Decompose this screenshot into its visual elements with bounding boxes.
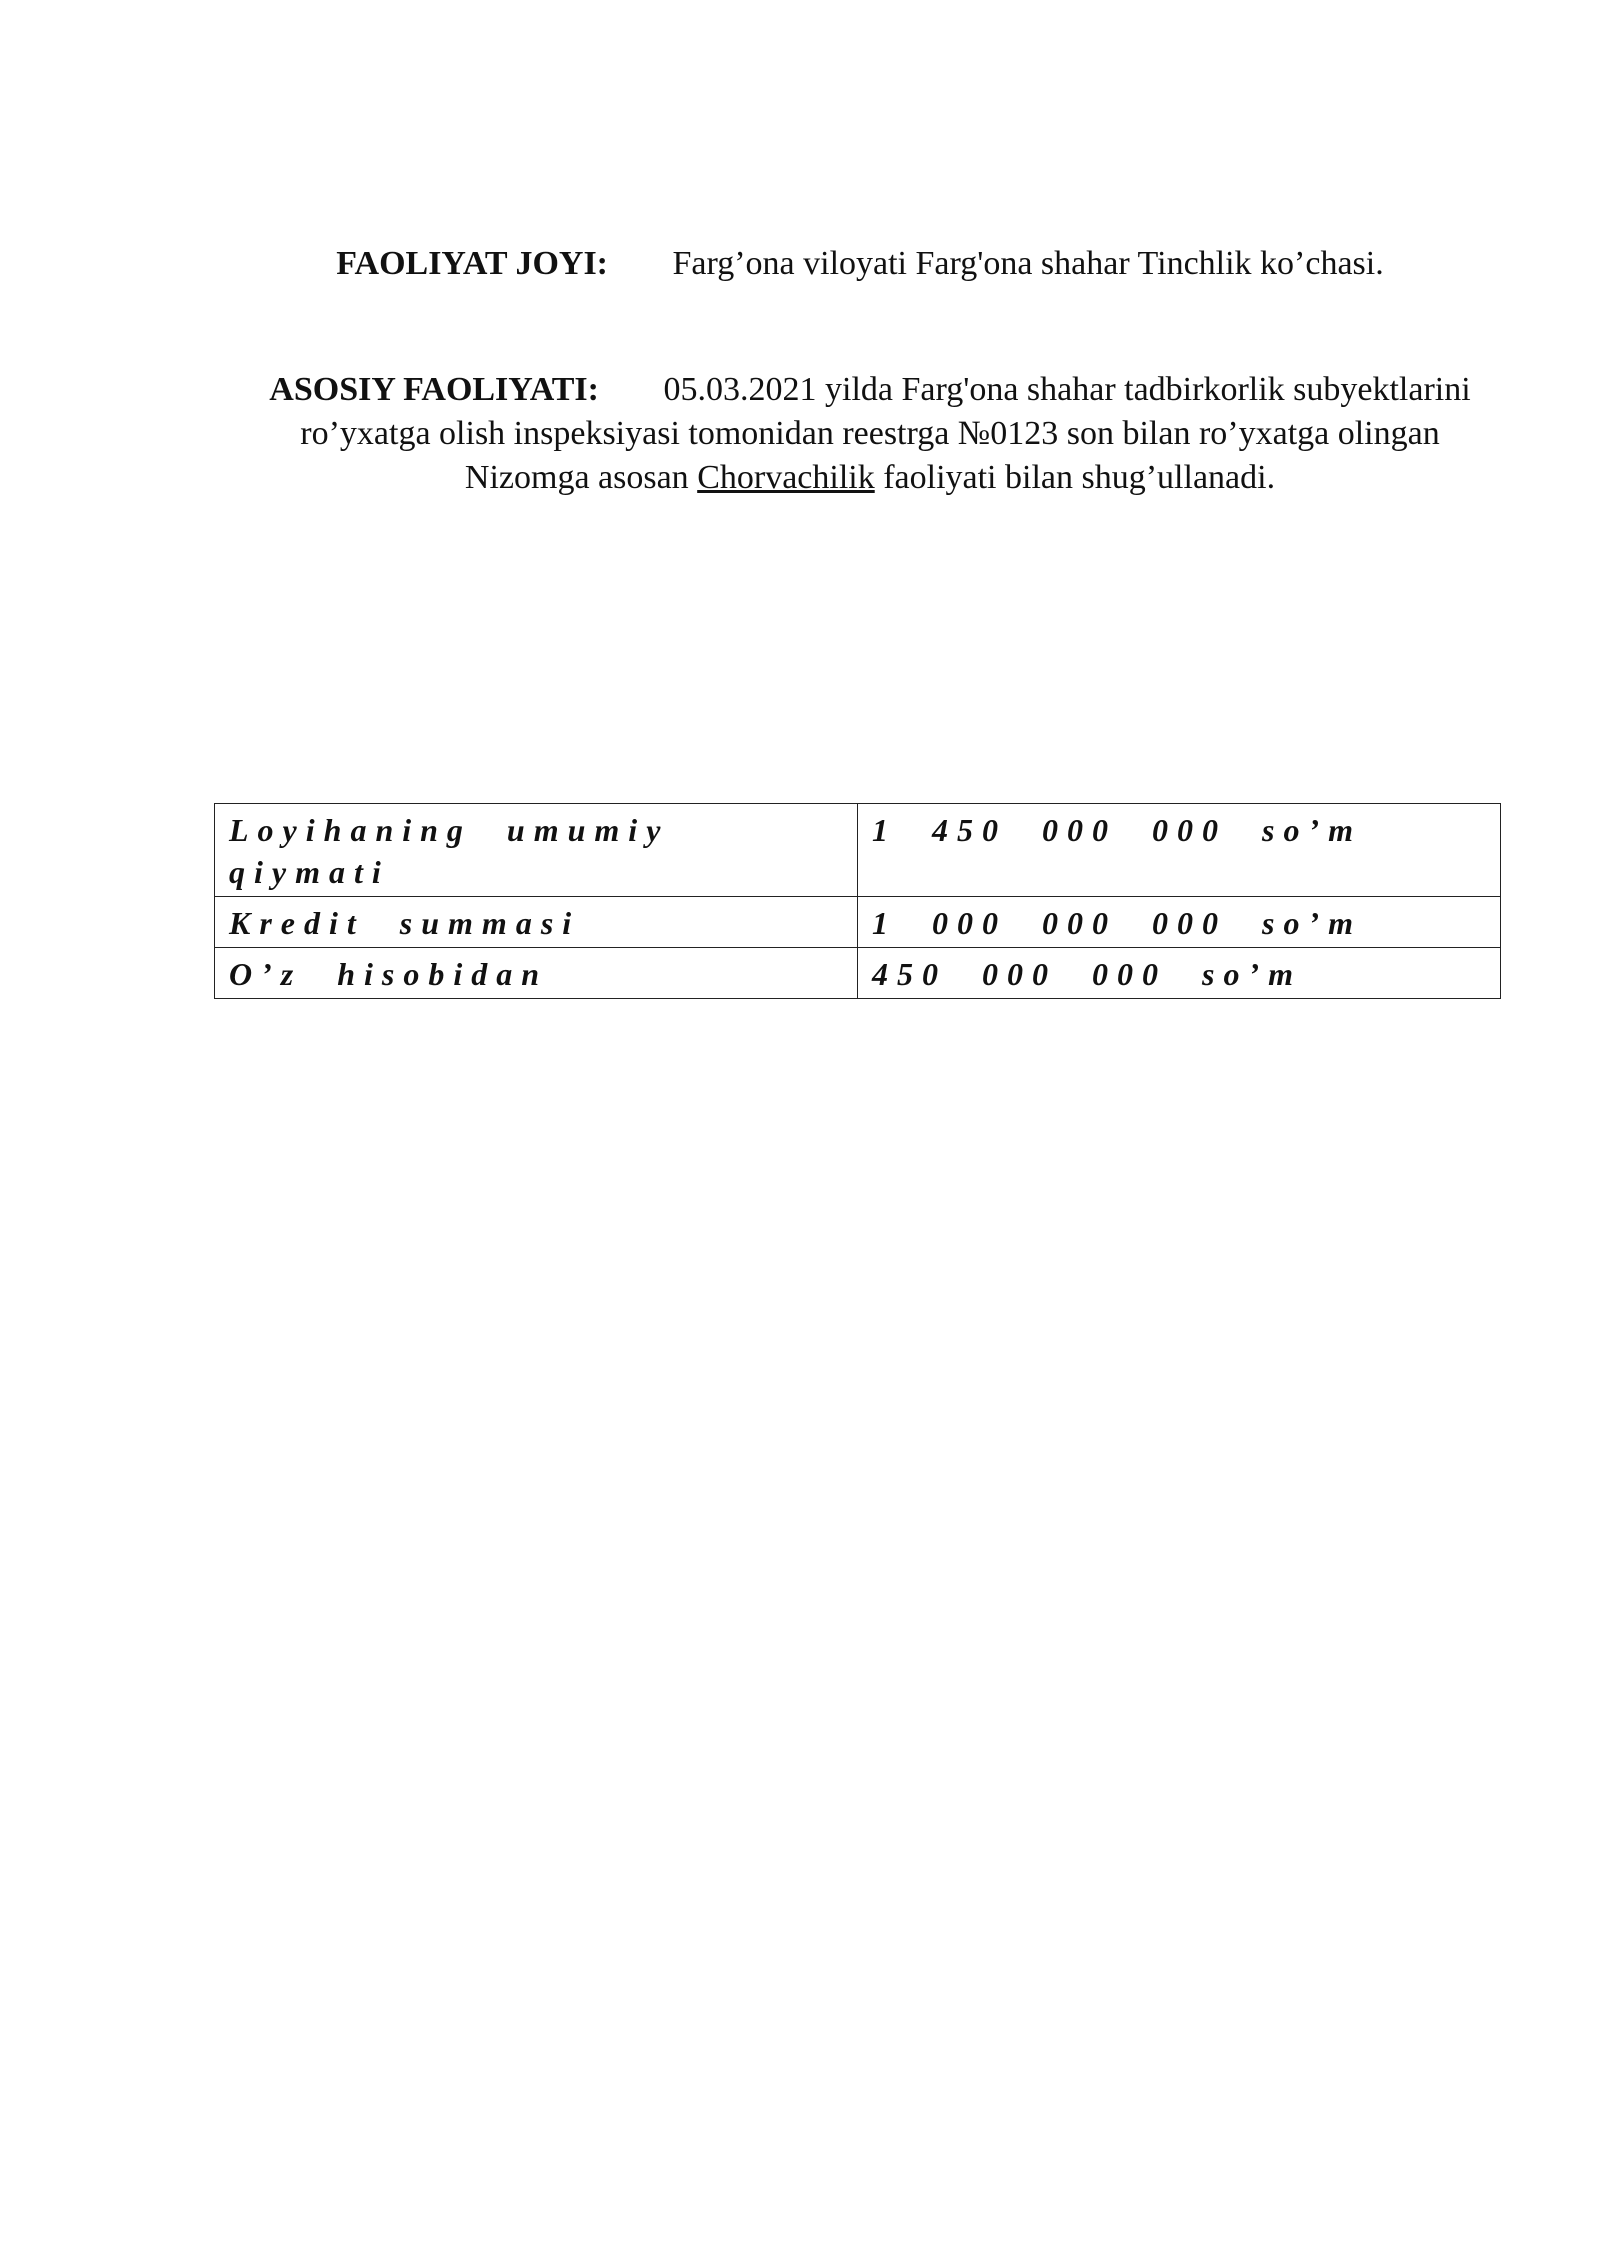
row-value: 1 450 000 000 so’m bbox=[858, 804, 1501, 897]
activity-label: ASOSIY FAOLIYATI: bbox=[269, 371, 599, 408]
activity-paragraph bbox=[240, 368, 1500, 500]
row-value: 1 000 000 000 so’m bbox=[858, 897, 1501, 948]
table-row bbox=[215, 804, 1501, 897]
activity-text-after: faoliyati bilan shug’ullanadi. bbox=[883, 459, 1276, 496]
row-label: Loyihaning umumiy qiymati bbox=[215, 804, 858, 897]
activity-sector: Chorvachilik bbox=[697, 459, 875, 496]
row-label: O’z hisobidan bbox=[215, 948, 858, 999]
activity-text-before: 05.03.2021 yilda Farg'ona shahar tadbirkorlik subyektlarini ro’yxatga olish inspeksiyasi tomonidan reestrga №0123 son bilan ro’yxatga olingan Nizomga asosan bbox=[300, 371, 1471, 496]
table-row bbox=[215, 948, 1501, 999]
location-label: FAOLIYAT JOYI: bbox=[336, 245, 608, 282]
row-value: 450 000 000 so’m bbox=[858, 948, 1501, 999]
table-row bbox=[215, 897, 1501, 948]
finance-table bbox=[214, 803, 1501, 999]
location-value: Farg’ona viloyati Farg'ona shahar Tinchlik ko’chasi. bbox=[672, 245, 1384, 282]
location-line bbox=[0, 240, 1600, 288]
row-label: Kredit summasi bbox=[215, 897, 858, 948]
